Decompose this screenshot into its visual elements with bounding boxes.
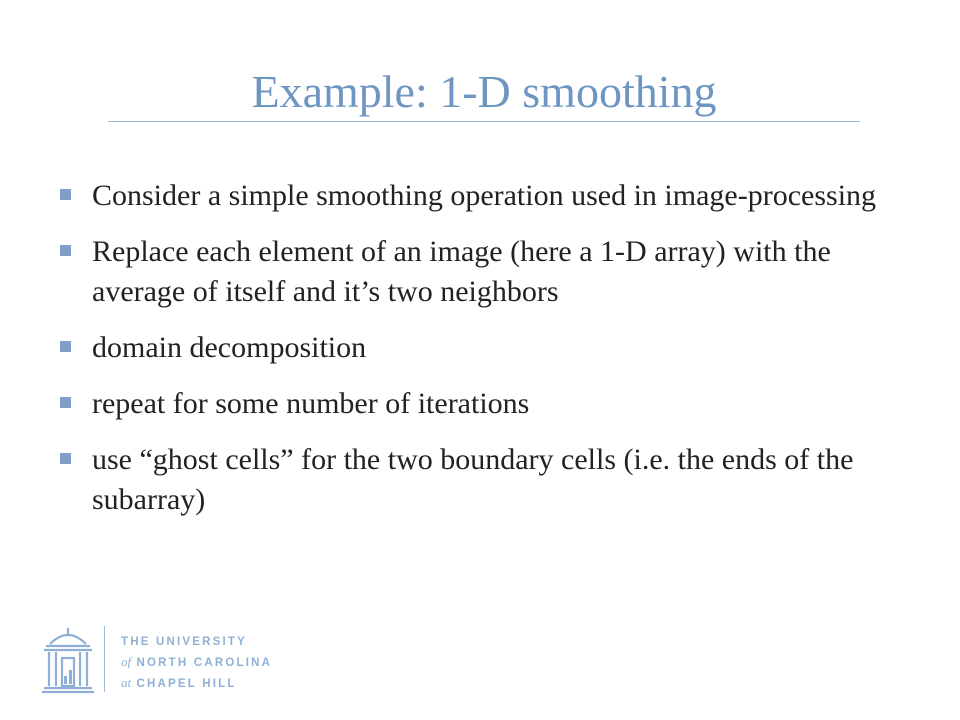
square-bullet-icon <box>60 397 71 408</box>
wordmark-line-3 <box>121 673 272 694</box>
bullet-list <box>58 176 878 536</box>
wordmark-line-2-main: NORTH CAROLINA <box>136 657 273 669</box>
bullet-item <box>58 440 878 520</box>
university-wordmark <box>121 633 272 694</box>
bullet-item <box>58 328 878 368</box>
slide-title: Example: 1-D smoothing <box>251 66 717 117</box>
bullet-text: Consider a simple smoothing operation used in image-processing <box>92 179 877 212</box>
logo-divider <box>104 626 105 692</box>
square-bullet-icon <box>60 453 71 464</box>
wordmark-line-3-prefix: at <box>121 675 132 690</box>
bullet-text: domain decomposition <box>92 331 367 364</box>
wordmark-line-2 <box>121 652 272 673</box>
bullet-text: use “ghost cells” for the two boundary cells (i.e. the ends of the subarray) <box>92 443 854 516</box>
wordmark-line-1: THE UNIVERSITY <box>121 636 248 648</box>
square-bullet-icon <box>60 245 71 256</box>
wordmark-line-2-prefix: of <box>121 654 132 669</box>
square-bullet-icon <box>60 341 71 352</box>
square-bullet-icon <box>60 189 71 200</box>
bullet-item <box>58 384 878 424</box>
wordmark-line-3-main: CHAPEL HILL <box>136 678 237 690</box>
bullet-text: repeat for some number of iterations <box>92 387 530 420</box>
bullet-item <box>58 232 878 312</box>
bullet-text: Replace each element of an image (here a 1-D array) with the average of itself and it’s two neighbors <box>92 235 831 308</box>
bullet-item <box>58 176 878 216</box>
title-divider <box>108 121 860 122</box>
